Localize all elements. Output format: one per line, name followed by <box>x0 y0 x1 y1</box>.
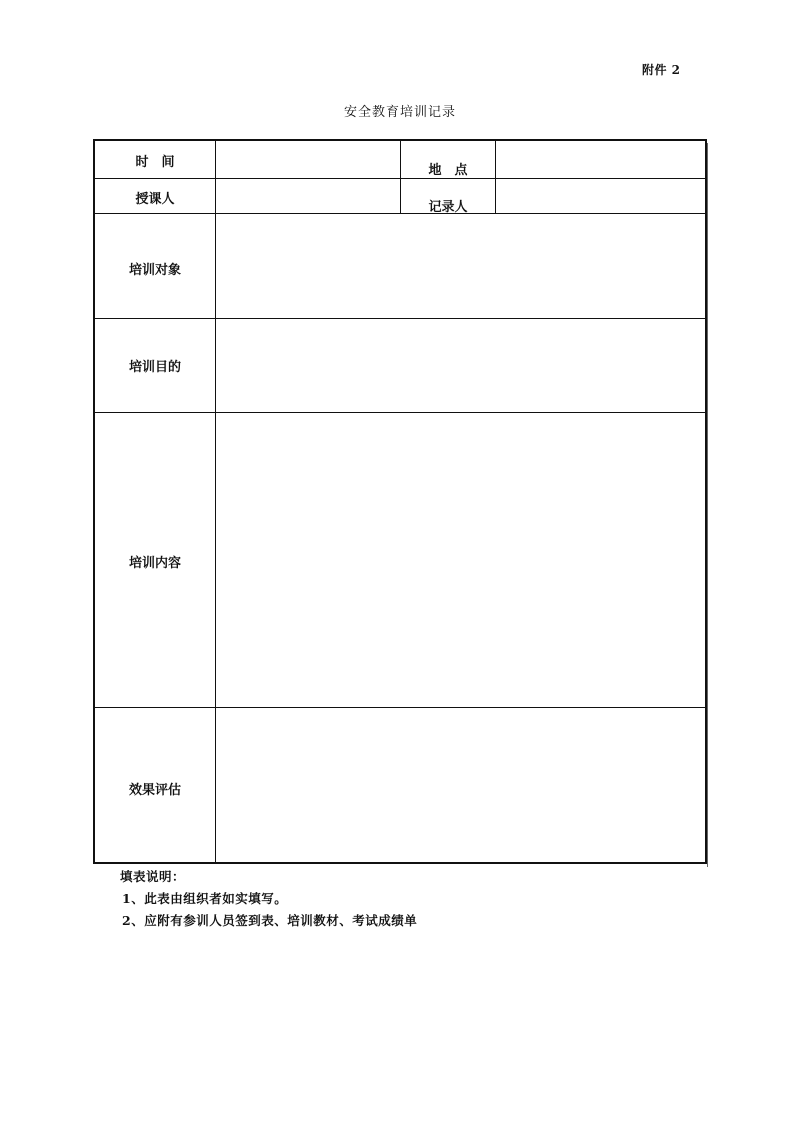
instruction-item-2: 2、应附有参训人员签到表、培训教材、考试成绩单 <box>122 913 418 928</box>
table-right-shadow <box>707 143 708 867</box>
training-content-label: 培训内容 <box>128 556 181 571</box>
recorder-label: 记录人 <box>428 200 468 215</box>
place-label: 地 点 <box>428 163 468 178</box>
instruction-item-1: 1、此表由组织者如实填写。 <box>122 891 288 906</box>
effect-evaluation-label: 效果评估 <box>128 783 181 798</box>
time-label: 时 间 <box>135 155 175 170</box>
place-field[interactable] <box>496 141 705 178</box>
attachment-number: 附件 2 <box>642 63 681 77</box>
instructions-heading: 填表说明： <box>120 869 186 884</box>
document-title: 安全教育培训记录 <box>343 105 456 120</box>
training-target-label: 培训对象 <box>128 263 181 278</box>
time-field[interactable] <box>216 141 400 178</box>
recorder-field[interactable] <box>496 179 705 213</box>
training-purpose-field[interactable] <box>216 319 705 412</box>
training-record-form <box>93 139 707 864</box>
fill-in-instructions <box>122 866 417 932</box>
training-content-field[interactable] <box>216 413 705 707</box>
training-purpose-label: 培训目的 <box>128 360 181 375</box>
instructor-field[interactable] <box>216 179 400 213</box>
effect-evaluation-field[interactable] <box>216 708 705 862</box>
instructor-label: 授课人 <box>135 192 175 207</box>
training-target-field[interactable] <box>216 214 705 318</box>
